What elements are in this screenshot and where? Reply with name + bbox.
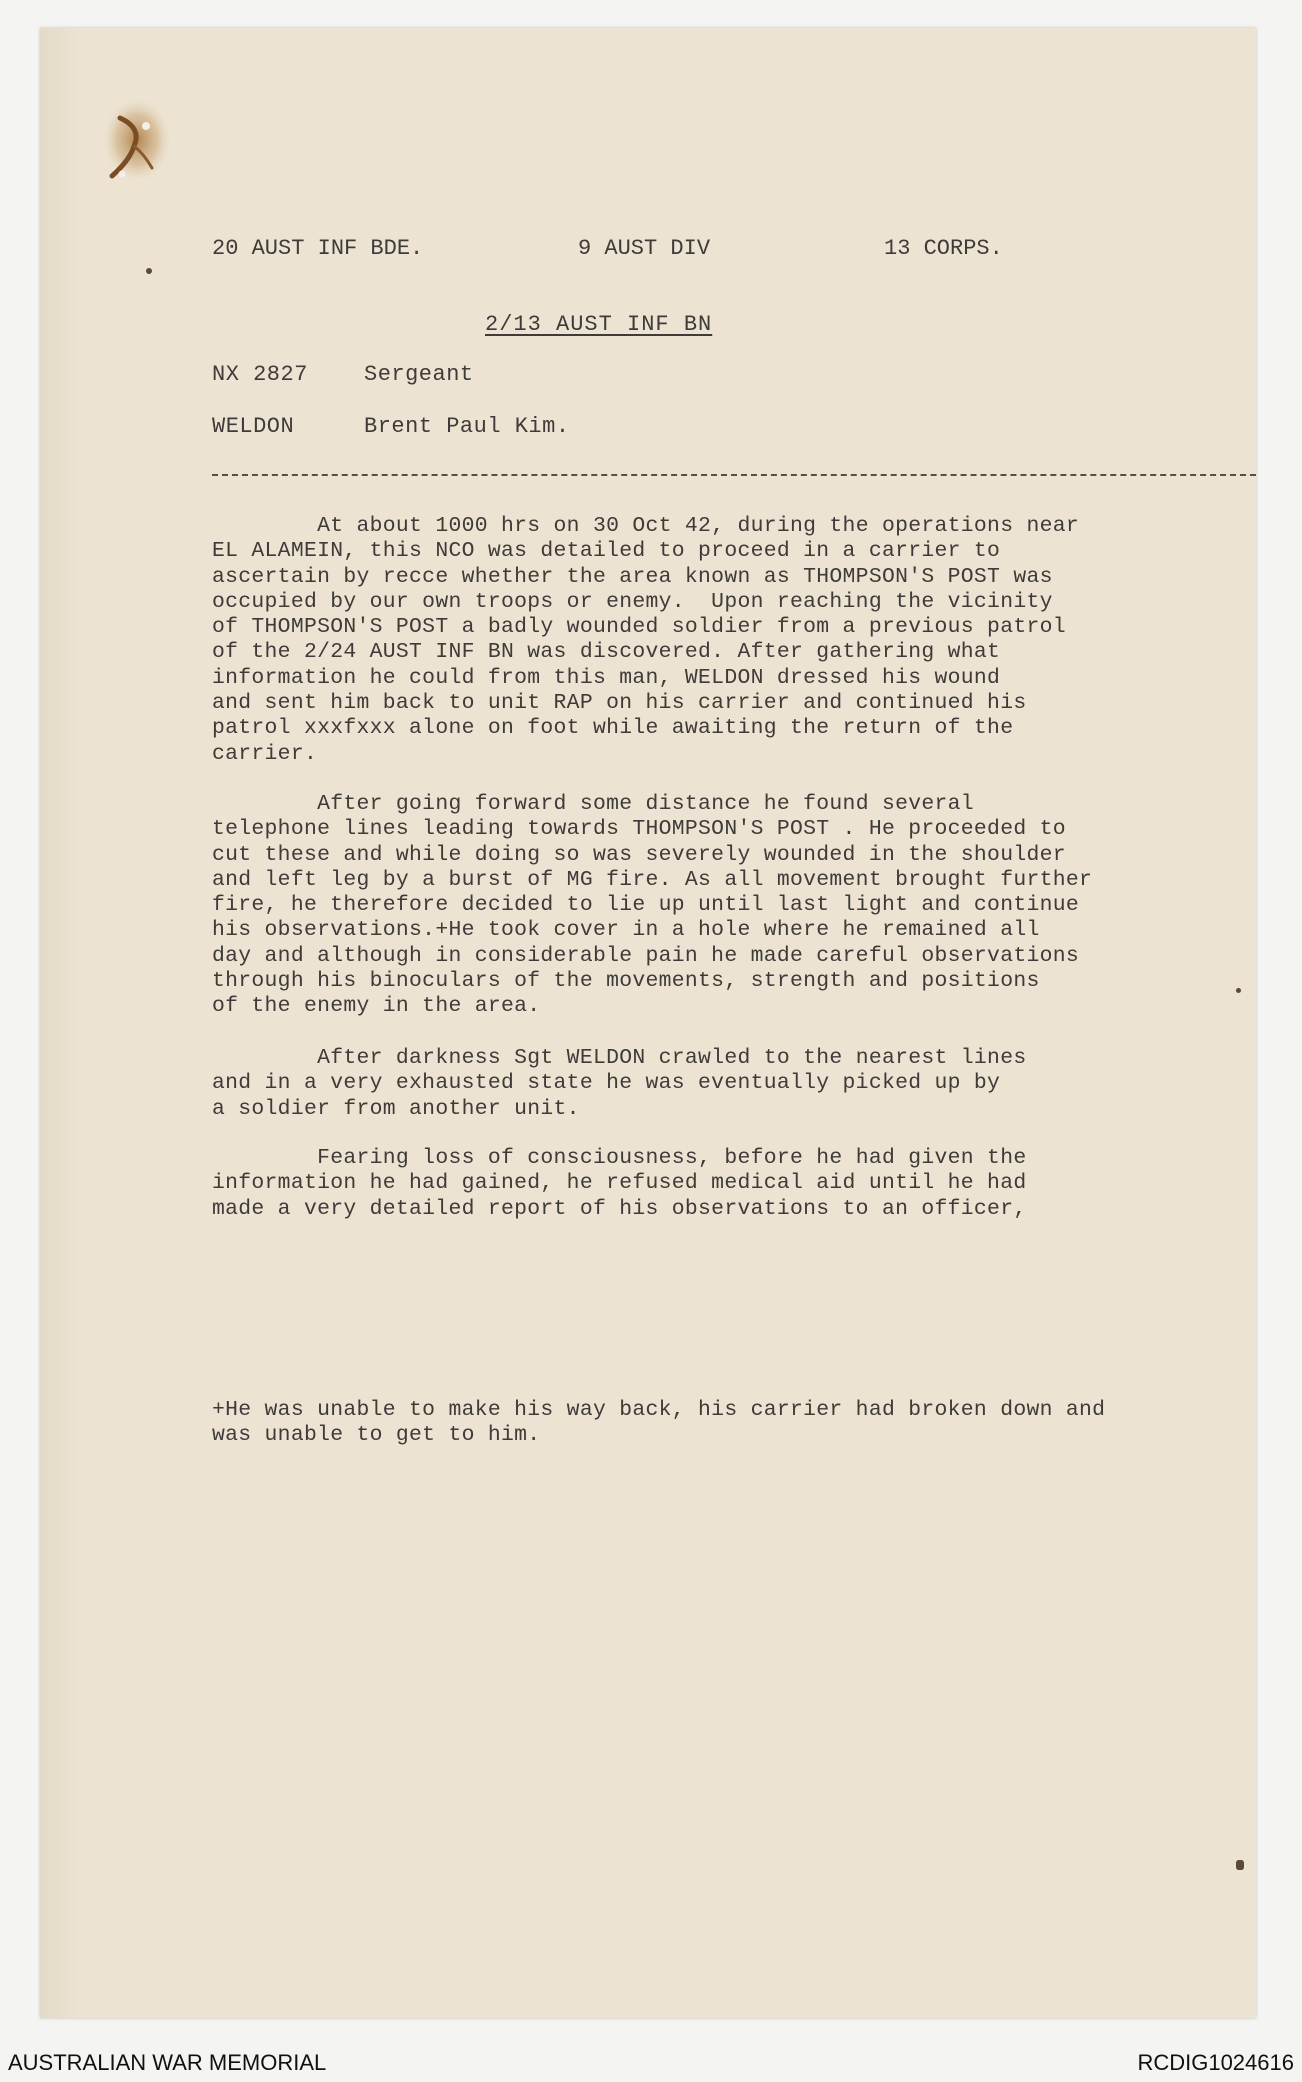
service-number: NX 2827 [212,362,308,387]
institution-label: AUSTRALIAN WAR MEMORIAL [8,2050,327,2075]
citation-paragraph-2: After going forward some distance he found several telephone lines leading towards THOMPSON'S POST . He proceeded to cut these and while doing so was severely wounded in the shoulder and left leg by a burst of MG fire. As all movement brought further fire, he therefore decided to lie up until last light and continue his observations.+He took cover in a hole where he remained all day and although in considerable pain he made careful observations through his binoculars of the movements, strength and positions of the enemy in the area. [212,792,1093,1019]
brigade-heading: 20 AUST INF BDE. [212,236,424,261]
footnote: +He was unable to make his way back, his carrier had broken down and was unable to get to him. [212,1398,1106,1448]
rank: Sergeant [364,362,474,387]
given-names: Brent Paul Kim. [364,414,570,439]
rust-stain-icon [82,88,172,198]
division-heading: 9 AUST DIV [578,236,711,261]
corps-heading: 13 CORPS. [884,236,1003,261]
citation-paragraph-4: Fearing loss of consciousness, before he had given the information he had gained, he refused medical aid until he had made a very detailed report of his observations to an officer, [212,1146,1027,1221]
citation-paragraph-3: After darkness Sgt WELDON crawled to the nearest lines and in a very exhausted state he was eventually picked up by a soldier from another unit. [212,1046,1027,1121]
battalion-title: 2/13 AUST INF BN [485,312,713,337]
surname: WELDON [212,414,295,439]
reference-number: RCDIG1024616 [1137,2050,1294,2075]
dashed-divider [212,474,1256,476]
citation-paragraph-1: At about 1000 hrs on 30 Oct 42, during the operations near EL ALAMEIN, this NCO was detailed to proceed in a carrier to ascertain by recce whether the area known as THOMPSON'S POST was occupied by our own troops or enemy. Upon reaching the vicinity of THOMPSON'S POST a badly wounded soldier from a previous patrol of the 2/24 AUST INF BN was discovered. After gathering what information he could from this man, WELDON dressed his wound and sent him back to unit RAP on his carrier and continued his patrol xxxfxxx alone on foot while awaiting the return of the carrier. [212,514,1080,766]
